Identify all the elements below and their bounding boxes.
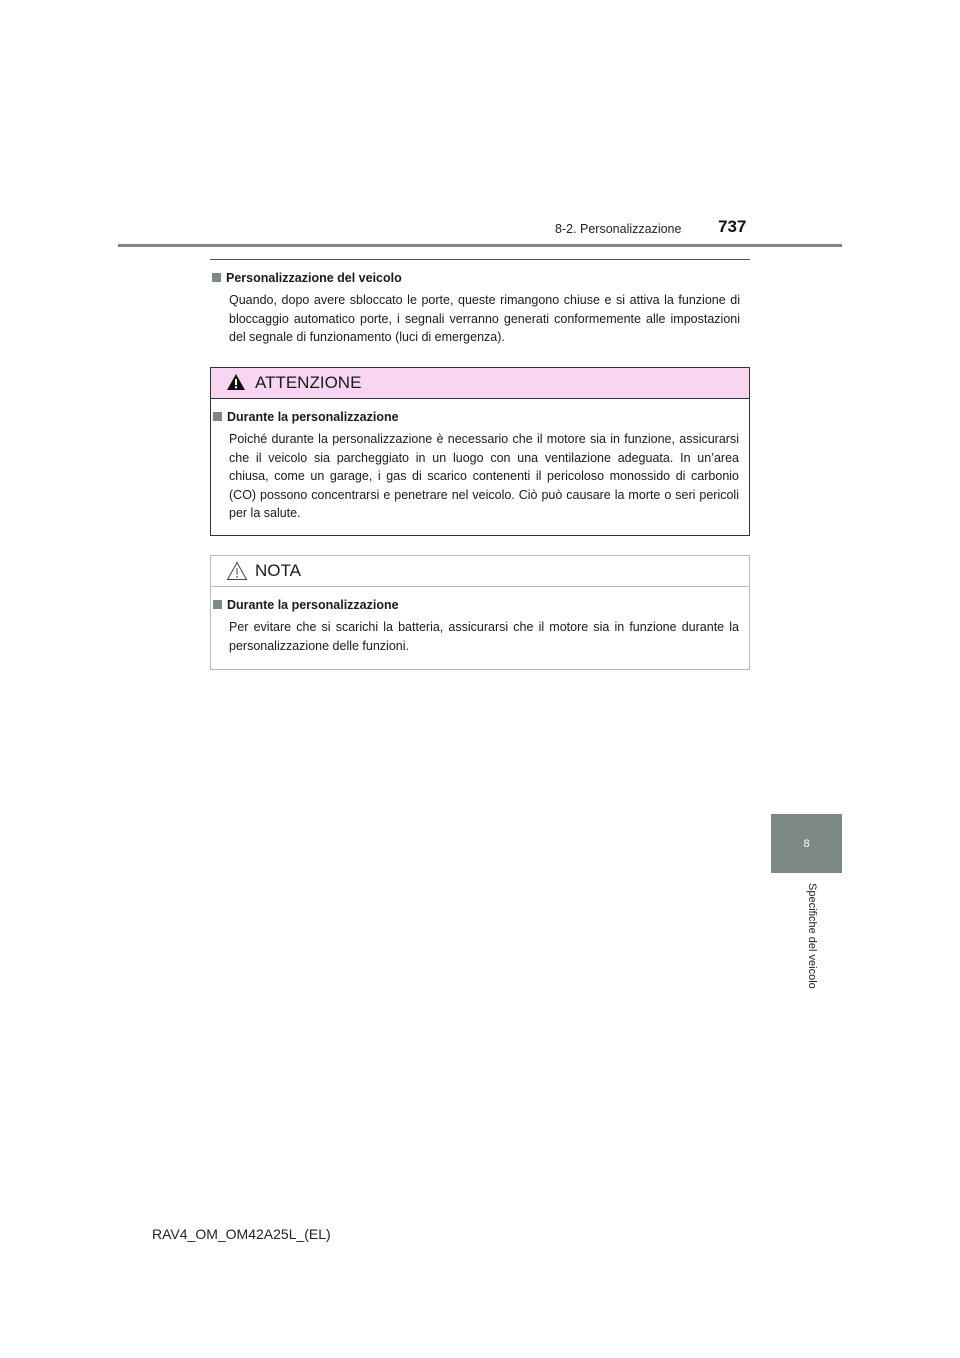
nota-label: NOTA bbox=[255, 561, 301, 580]
nota-title-text: Durante la personalizzazione bbox=[227, 598, 399, 612]
chapter-tab bbox=[771, 814, 842, 873]
header-rule bbox=[118, 244, 842, 247]
chapter-title: Specifiche del veicolo bbox=[806, 883, 818, 989]
nota-header bbox=[211, 556, 749, 587]
attenzione-title-text: Durante la personalizzazione bbox=[227, 410, 399, 424]
warning-filled-icon bbox=[226, 373, 246, 391]
attenzione-title bbox=[213, 410, 399, 424]
page-number: 737 bbox=[718, 217, 747, 236]
nota-body: Per evitare che si scarichi la batteria, assicurarsi che il motore sia in funzione durante la personalizzazione delle funzioni. bbox=[229, 620, 739, 653]
attenzione-body: Poiché durante la personalizzazione è necessario che il motore sia in funzione, assicurarsi che il veicolo sia parcheggiato in un luogo con una ventilazione adeguata. In un’area chiusa, come un garage, i gas di scarico contenenti il pericoloso monossido di carbonio (CO) possono concentrarsi e penetrare nel veicolo. Ciò può causare la morte o seri pericoli per la salute. bbox=[229, 432, 739, 520]
square-bullet-icon bbox=[212, 273, 221, 282]
nota-title bbox=[213, 598, 399, 612]
nota-box bbox=[210, 555, 750, 670]
warning-outline-icon bbox=[226, 561, 248, 581]
attenzione-header bbox=[211, 368, 749, 399]
section-heading bbox=[212, 271, 402, 285]
chapter-number: 8 bbox=[803, 837, 810, 850]
section-body: Quando, dopo avere sbloccato le porte, queste rimangono chiuse e si attiva la funzione di bloccaggio automatico porte, i segnali verranno generati conformemente alle impostazioni del segnale di funzionamento (luci di emergenza). bbox=[229, 293, 740, 344]
square-bullet-icon bbox=[213, 412, 222, 421]
content-divider bbox=[210, 259, 750, 260]
section-heading-text: Personalizzazione del veicolo bbox=[226, 271, 402, 285]
section-label: 8-2. Personalizzazione bbox=[555, 222, 682, 236]
attenzione-label: ATTENZIONE bbox=[255, 373, 362, 392]
attenzione-box bbox=[210, 367, 750, 536]
document-code: RAV4_OM_OM42A25L_(EL) bbox=[152, 1226, 331, 1242]
square-bullet-icon bbox=[213, 600, 222, 609]
